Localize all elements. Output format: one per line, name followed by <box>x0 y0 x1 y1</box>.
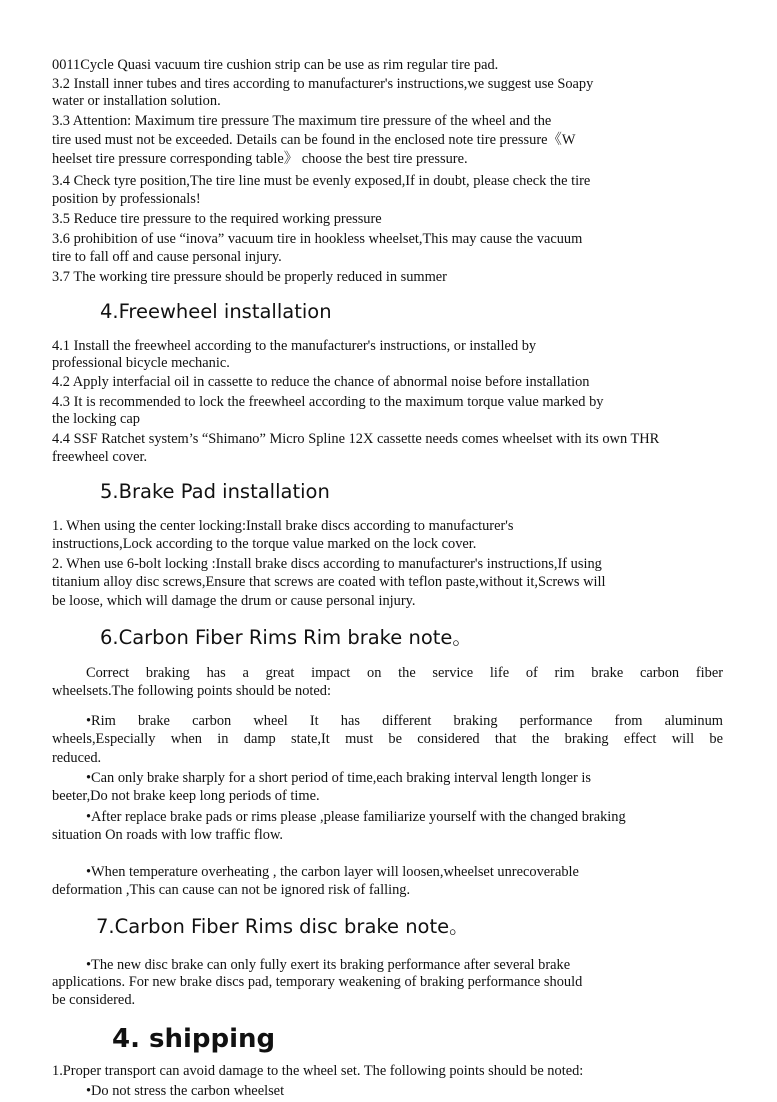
text-line: •Do not stress the carbon wheelset <box>86 1083 285 1099</box>
text-line: tire to fall off and cause personal injury. <box>52 249 282 265</box>
text-line: 3.2 Install inner tubes and tires according to manufacturer's instructions,we suggest use Soapy <box>52 76 594 92</box>
chapter-heading: 4. shipping <box>112 1024 276 1054</box>
text-line: •When temperature overheating , the carbon layer will loosen,wheelset unrecoverable <box>86 864 579 880</box>
text-line: freewheel cover. <box>52 449 148 465</box>
section-heading: 7.Carbon Fiber Rims disc brake note。 <box>96 915 469 938</box>
text-line: 2. When use 6-bolt locking :Install brake discs according to manufacturer's instructions,If using <box>52 556 602 572</box>
text-line: 1. When using the center locking:Install brake discs according to manufacturer's <box>52 518 514 534</box>
text-line: instructions,Lock according to the torque value marked on the lock cover. <box>52 536 477 552</box>
text-line: beeter,Do not brake keep long periods of time. <box>52 788 320 804</box>
text-line: 4.1 Install the freewheel according to the manufacturer's instructions, or installed by <box>52 338 537 354</box>
text-line: the locking cap <box>52 411 140 427</box>
text-line: 4.3 It is recommended to lock the freewheel according to the maximum torque value marked by <box>52 394 604 410</box>
text-line: •The new disc brake can only fully exert its braking performance after several brake <box>86 957 571 973</box>
text-line: wheels,Especially when in damp state,It must be considered that the braking effect will be <box>52 731 723 747</box>
text-line: situation On roads with low traffic flow. <box>52 827 284 843</box>
text-line: professional bicycle mechanic. <box>52 355 230 371</box>
text-line: 1.Proper transport can avoid damage to the wheel set. The following points should be noted: <box>52 1063 584 1079</box>
section-heading: 4.Freewheel installation <box>100 300 332 323</box>
text-line: 3.4 Check tyre position,The tire line must be evenly exposed,If in doubt, please check the tire <box>52 173 591 189</box>
text-line: wheelsets.The following points should be noted: <box>52 683 331 699</box>
text-line: tire used must not be exceeded. Details can be found in the enclosed note tire pressure《W <box>52 132 576 148</box>
text-line: Correct braking has a great impact on the service life of rim brake carbon fiber <box>86 665 723 681</box>
text-line: •After replace brake pads or rims please ,please familiarize yourself with the changed braking <box>86 809 626 825</box>
text-line: 4.2 Apply interfacial oil in cassette to reduce the chance of abnormal noise before installation <box>52 374 590 390</box>
text-line: •Can only brake sharply for a short period of time,each braking interval length longer is <box>86 770 591 786</box>
section-heading: 6.Carbon Fiber Rims Rim brake note。 <box>100 626 472 649</box>
text-line: position by professionals! <box>52 191 201 207</box>
text-line: 3.5 Reduce tire pressure to the required working pressure <box>52 211 382 227</box>
text-line: deformation ,This can cause can not be ignored risk of falling. <box>52 882 411 898</box>
text-line: be loose, which will damage the drum or cause personal injury. <box>52 593 416 609</box>
text-line: titanium alloy disc screws,Ensure that screws are coated with teflon paste,without it,Screws will <box>52 574 606 590</box>
text-line: 3.6 prohibition of use “inova” vacuum tire in hookless wheelset,This may cause the vacuum <box>52 231 583 247</box>
text-line: reduced. <box>52 750 102 766</box>
text-line: •Rim brake carbon wheel It has different braking performance from aluminum <box>86 713 723 729</box>
text-line: water or installation solution. <box>52 93 221 109</box>
text-line: 3.7 The working tire pressure should be properly reduced in summer <box>52 269 447 285</box>
text-line: 3.3 Attention: Maximum tire pressure The maximum tire pressure of the wheel and the <box>52 113 552 129</box>
text-line: applications. For new brake discs pad, temporary weakening of braking performance should <box>52 974 583 990</box>
text-line: be considered. <box>52 992 136 1008</box>
section-heading: 5.Brake Pad installation <box>100 480 330 503</box>
text-line: 0011Cycle Quasi vacuum tire cushion strip can be use as rim regular tire pad. <box>52 57 499 73</box>
text-line: heelset tire pressure corresponding table》 choose the best tire pressure. <box>52 151 468 167</box>
text-line: 4.4 SSF Ratchet system’s “Shimano” Micro Spline 12X cassette needs comes wheelset with its own THR <box>52 431 660 447</box>
